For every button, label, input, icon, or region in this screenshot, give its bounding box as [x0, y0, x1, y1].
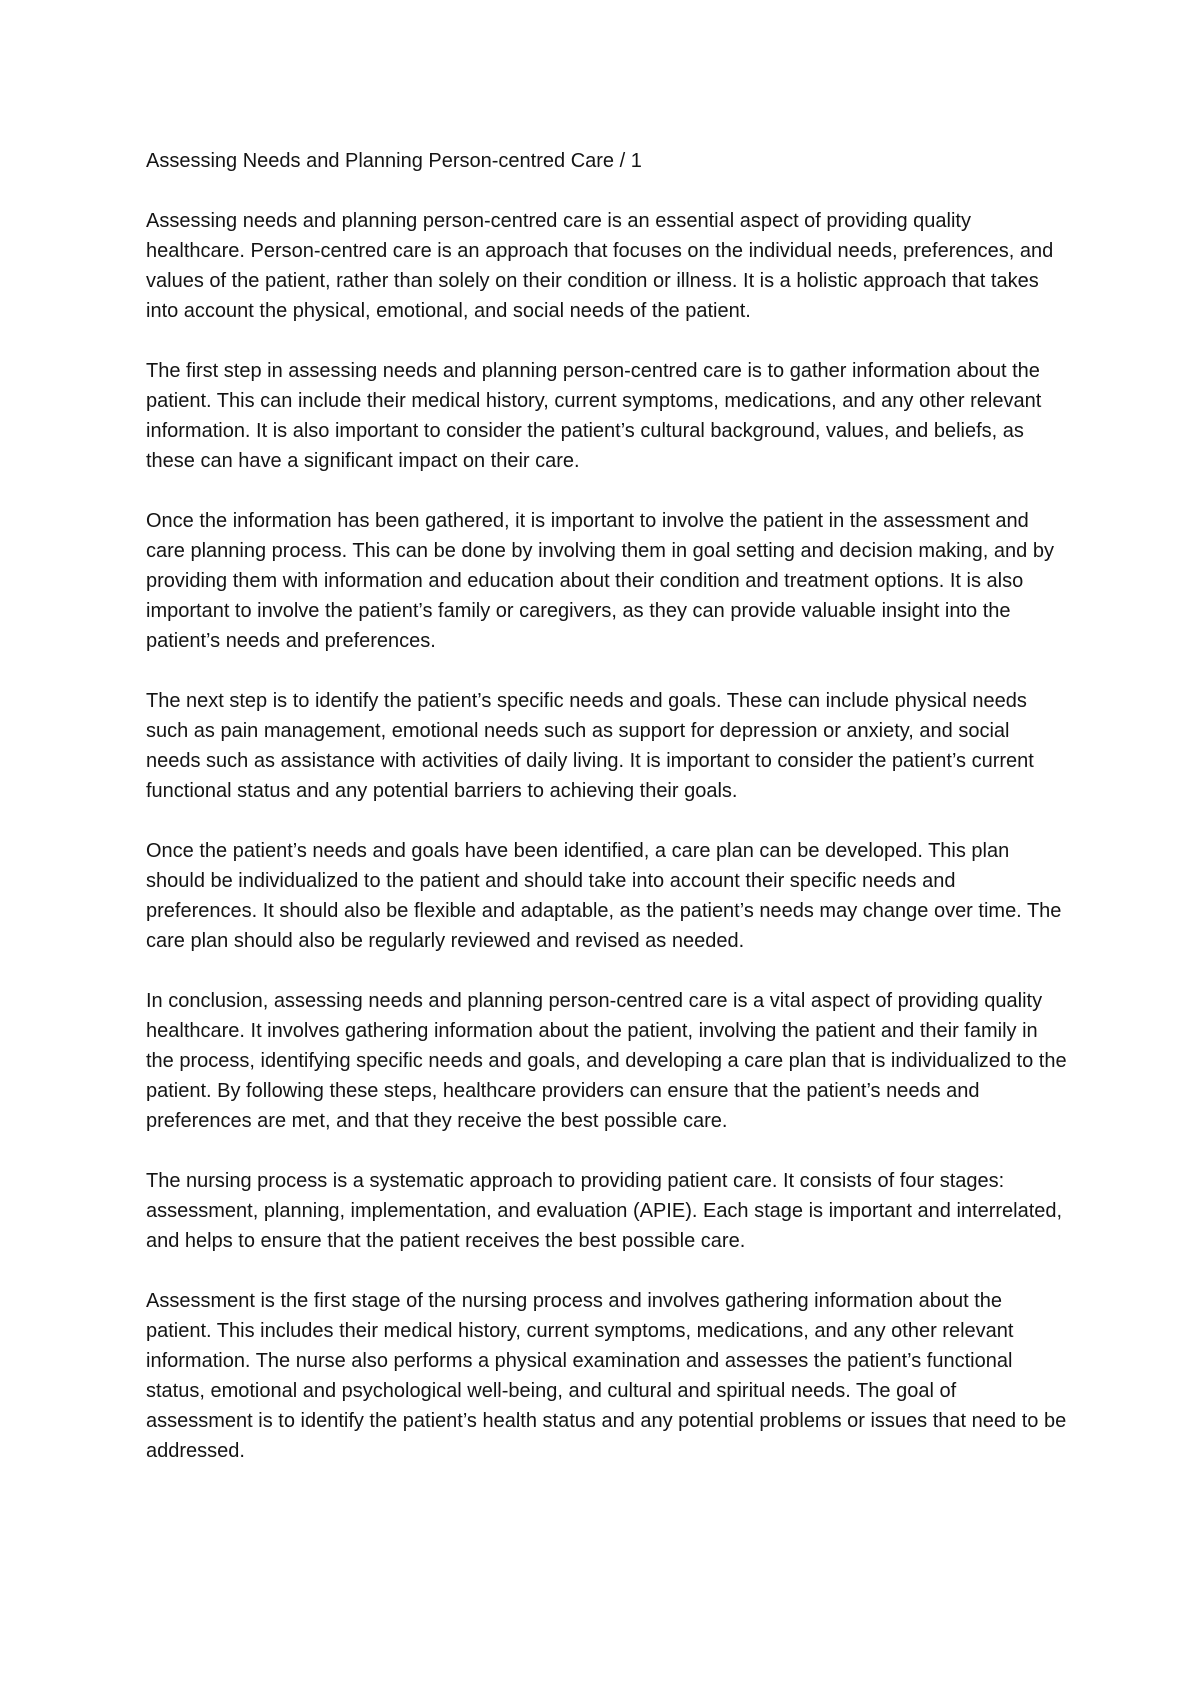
paragraph: Assessment is the first stage of the nursing process and involves gathering information about the patient. This includes their medical history, current symptoms, medications, and any other relevant information. The nurse also performs a physical examination and assesses the patient’s functional status, emotional and psychological well-being, and cultural and spiritual needs. The goal of assessment is to identify the patient’s health status and any potential problems or issues that need to be addressed. — [146, 1290, 1067, 1462]
paragraph: The first step in assessing needs and planning person-centred care is to gather information about the patient. This can include their medical history, current symptoms, medications, and any other relevant information. It is also important to consider the patient’s cultural background, values, and beliefs, as these can have a significant impact on their care. — [146, 360, 1042, 472]
paragraph: The nursing process is a systematic approach to providing patient care. It consists of four stages: assessment, planning, implementation, and evaluation (APIE). Each stage is important and interrelated, and helps to ensure that the patient receives the best possible care. — [146, 1170, 1063, 1252]
paragraph: The next step is to identify the patient’s specific needs and goals. These can include physical needs such as pain management, emotional needs such as support for depression or anxiety, and social needs such as assistance with activities of daily living. It is important to consider the patient’s current functional status and any potential barriers to achieving their goals. — [146, 690, 1034, 802]
paragraph: Once the patient’s needs and goals have been identified, a care plan can be developed. This plan should be individualized to the patient and should take into account their specific needs and preferences. It should also be flexible and adaptable, as the patient’s needs may change over time. The care plan should also be regularly reviewed and revised as needed. — [146, 840, 1062, 952]
paragraph: Once the information has been gathered, it is important to involve the patient in the assessment and care planning process. This can be done by involving them in goal setting and decision making, and by providing them with information and education about their condition and treatment options. It is also important to involve the patient’s family or caregivers, as they can provide valuable insight into the patient’s needs and preferences. — [146, 510, 1054, 652]
paragraph: In conclusion, assessing needs and planning person-centred care is a vital aspect of providing quality healthcare. It involves gathering information about the patient, involving the patient and their family in the process, identifying specific needs and goals, and developing a care plan that is individualized to the patient. By following these steps, healthcare providers can ensure that the patient’s needs and preferences are met, and that they receive the best possible care. — [146, 990, 1067, 1132]
paragraph: Assessing needs and planning person-centred care is an essential aspect of providing quality healthcare. Person-centred care is an approach that focuses on the individual needs, preferences, and values of the patient, rather than solely on their condition or illness. It is a holistic approach that takes into account the physical, emotional, and social needs of the patient. — [146, 210, 1054, 322]
document-body — [146, 146, 1068, 1496]
document-heading: Assessing Needs and Planning Person-centred Care / 1 — [146, 150, 642, 172]
